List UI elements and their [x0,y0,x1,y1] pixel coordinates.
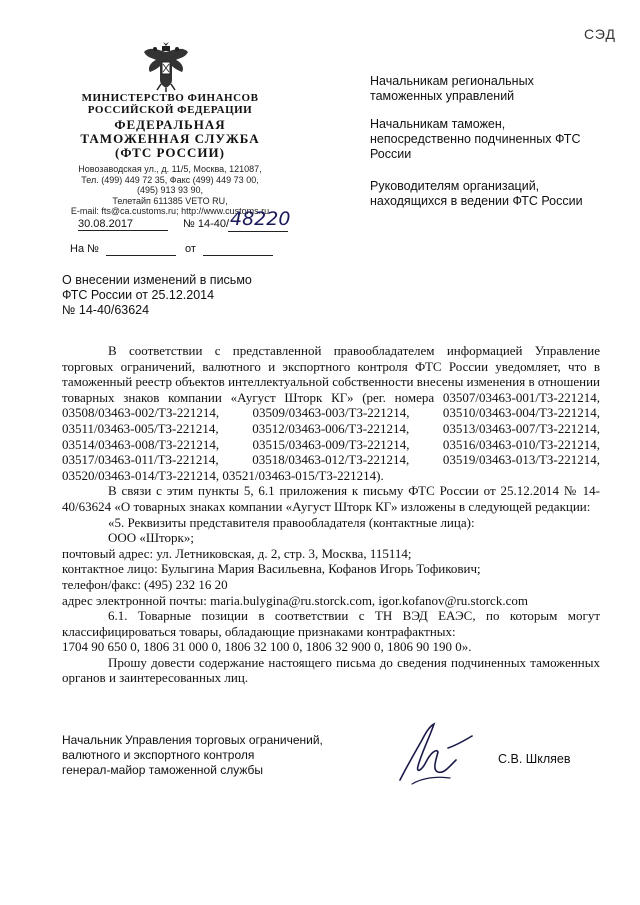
address-line: Телетайп 611385 VETO RU, [112,195,228,206]
address-line: Новозаводская ул., д. 11/5, Москва, 121087, [78,164,262,174]
paragraph-amendment: В связи с этим пункты 5, 6.1 приложения к письму ФТС России от 25.12.2014 № 14-40/63624 «О товарных знаках компании «Аугуст Шторк КГ» изложены в следующей редакции: [62,483,600,514]
reference-blank [106,243,176,256]
registration-number-prefix: № 14-40/ [183,218,230,230]
ministry-name [70,92,270,116]
registration-date: 30.08.2017 [78,218,168,231]
address-line: Тел. (499) 449 72 35, Факс (499) 449 73 00, [81,174,259,185]
position-line: валютного и экспортного контроля [62,748,255,762]
corner-mark: СЭД [583,26,616,42]
reference-from: от [185,243,196,255]
paragraph-request: Прошу довести содержание настоящего письма до сведения подчиненных таможенных органов и заинтересованных лиц. [62,654,600,686]
addressee-1: Начальникам региональных таможенных управлений [370,74,534,103]
paragraph-hs-codes: 1704 90 650 0, 1806 31 000 0, 1806 32 100 0, 1806 32 900 0, 1806 90 190 0». [62,639,472,655]
paragraph-contact-person: контактное лицо: Булыгина Мария Васильевна, Кофанов Игорь Тофикович; [62,561,481,577]
addressee-2: Начальникам таможен, непосредственно подчиненных ФТС России [370,117,581,161]
address-line: (495) 913 93 90, [136,185,204,195]
ministry-line-1: МИНИСТЕРСТВО ФИНАНСОВ [81,92,259,104]
position-line: генерал-майор таможенной службы [62,763,264,777]
addressee-3: Руководителям организаций, находящихся в ведении ФТС России [370,179,583,208]
email-line: E-mail: fts@ca.customs.ru; http://www.customs.ru [70,206,270,216]
subject-line: ФТС России от 25.12.2014 [62,288,215,302]
letter-body [62,343,600,686]
registration-number-underline [228,231,288,232]
service-name [70,118,270,160]
ministry-line-2: РОССИЙСКОЙ ФЕДЕРАЦИИ [87,104,253,116]
paragraph-phone: телефон/факс: (495) 232 16 20 [62,576,228,592]
service-line-1: ФЕДЕРАЛЬНАЯ [114,117,226,132]
subject-line: № 14-40/63624 [62,303,150,317]
signatory-position [62,733,323,778]
reference-date-blank [203,243,273,256]
coat-of-arms-icon [141,40,191,92]
paragraph-notice: В соответствии с представленной правообладателем информацией Управление торговых ограничений, валютного и экспортного контроля ФТС России уведомляет, что в таможенный реестр объектов интеллектуальной собственности внесены изменения в отношении товарных знаков компании «Аугуст Шторк КГ» (рег. номера 03507/03463-001/ТЗ-221214, 03508/03463-002/ТЗ-221214, 03509/03463-003/ТЗ-221214, 03510/03463-004/ТЗ-221214, 03511/03463-005/ТЗ-221214, 03512/03463-006/ТЗ-221214, 03513/03463-007/ТЗ-221214, 03514/03463-008/ТЗ-221214, 03515/03463-009/ТЗ-221214, 03516/03463-010/ТЗ-221214, 03517/03463-011/ТЗ-221214, 03518/03463-012/ТЗ-221214, 03519/03463-013/ТЗ-221214, 03520/03463-014/ТЗ-221214, 03521/03463-015/ТЗ-221214). [62,343,600,483]
paragraph-company: ООО «Шторк»; [108,530,194,546]
paragraph-item-6-1: 6.1. Товарные позиции в соответствии с ТН ВЭД ЕАЭС, по которым могут классифицироваться товары, обладающие признаками контрафактных: [62,608,600,639]
service-line-3: (ФТС РОССИИ) [115,145,225,160]
letter-subject [62,273,252,318]
paragraph-item-5: «5. Реквизиты представителя правообладателя (контактные лица): [108,514,475,530]
handwritten-signature-icon [392,718,484,788]
service-line-2: ТАМОЖЕННАЯ СЛУЖБА [80,131,260,146]
paragraph-email: адрес электронной почты: maria.bulygina@ru.storck.com, igor.kofanov@ru.storck.com [62,592,528,608]
paragraph-postal-address: почтовый адрес: ул. Летниковская, д. 2, стр. 3, Москва, 115114; [62,545,412,561]
signatory-name: С.В. Шкляев [498,752,571,766]
reference-line [70,243,273,256]
registration-number-handwritten: 48220 [230,208,291,230]
reference-label: На № [70,243,99,255]
subject-line: О внесении изменений в письмо [62,273,252,287]
position-line: Начальник Управления торговых ограничений, [62,733,323,747]
